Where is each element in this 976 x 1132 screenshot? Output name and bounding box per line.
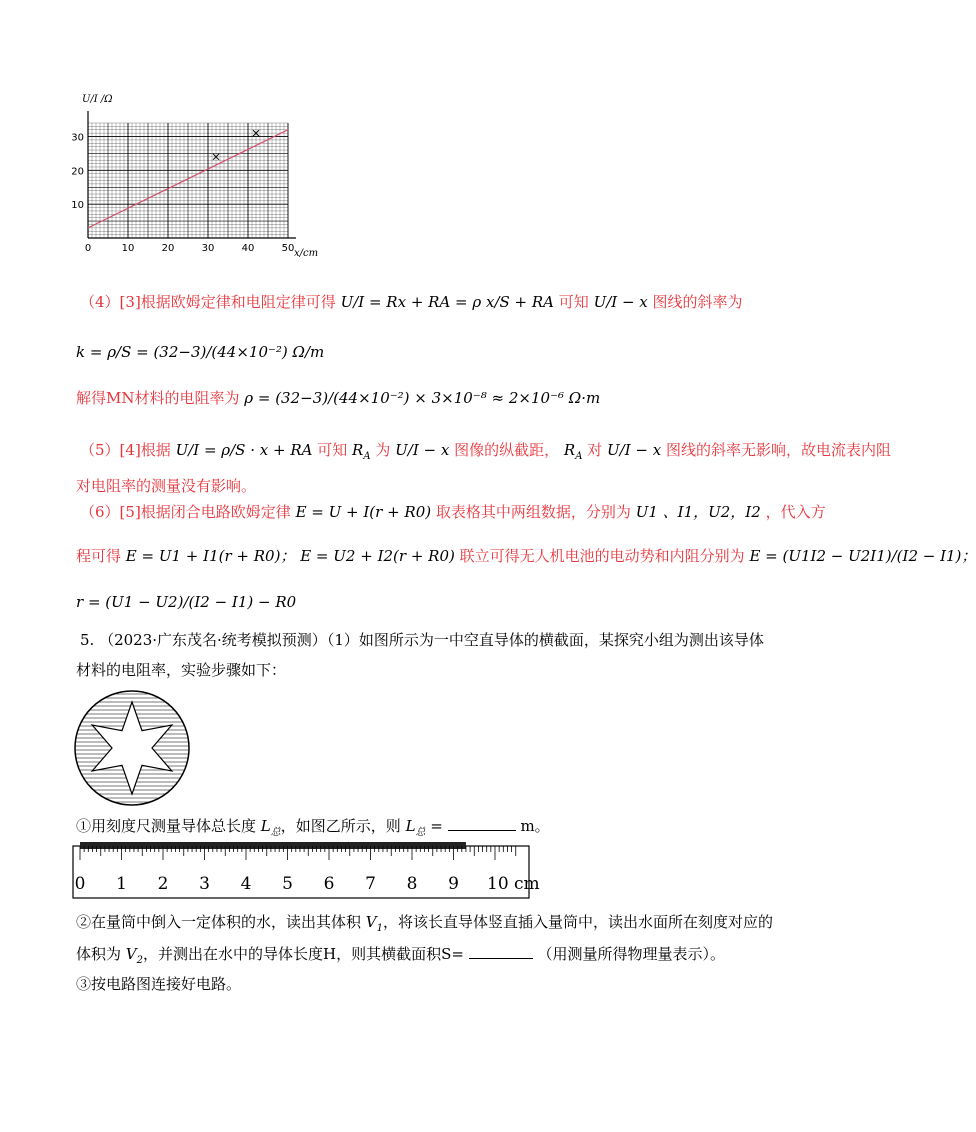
u-over-i-vs-x-graph [60, 90, 320, 275]
graph-grid [88, 123, 288, 238]
area-answer-blank[interactable] [469, 958, 533, 959]
ruler-label: 0 [74, 874, 86, 894]
question-5-line1: 5. （2023·广东茂名·统考模拟预测）（1）如图所示为一中空直导体的横截面，某探究小组为测出该导体 [80, 631, 764, 649]
x-tick-label: 40 [241, 243, 255, 254]
hollow-conductor-cross-section [72, 688, 192, 808]
ruler-label: 2 [157, 874, 169, 894]
ruler-label: 8 [406, 874, 418, 894]
solution-5-line1: （5）[4]根据 U/I = ρ/S · x + RA 可知 $R_A$ 为 U/I − x 图像的纵截距， $R_A$ 对 U/I − x 图线的斜率无影响，故电流表内阻 [80, 441, 891, 462]
x-tick-label: 20 [161, 243, 175, 254]
ruler-label: 10 cm [487, 874, 540, 894]
formula-u-over-i-minus-x: U/I − x [593, 293, 648, 311]
question-5-line2: 材料的电阻率，实验步骤如下： [76, 661, 287, 679]
x-tick-label: 50 [281, 243, 295, 254]
internal-resistance-result: r = (U1 − U2)/(I2 − I1) − R0 [76, 593, 297, 611]
solution-6-line1: （6）[5]根据闭合电路欧姆定律 E = U + I(r + R0) 取表格其中两组数据，分别为 U1 、I1，U2，I2 ，代入方 [80, 503, 826, 521]
y-tick-label: 10 [71, 200, 84, 212]
ruler-label: 1 [116, 874, 127, 894]
length-answer-blank[interactable] [448, 830, 516, 831]
step-1-text: ①用刻度尺测量导体总长度 $L_总$，如图乙所示，则 $L_总 = m$。 [76, 817, 550, 838]
ruler-label: 9 [448, 874, 459, 894]
ruler-label: 4 [240, 874, 252, 894]
formula-ohm-resistivity: U/I = Rx + RA = ρ x/S + RA [340, 293, 554, 311]
y-axis-label: U/I /Ω [82, 94, 113, 105]
ruler [72, 842, 540, 900]
ruler-label: 3 [199, 874, 210, 894]
step-3-text: ③按电路图连接好电路。 [76, 975, 242, 993]
tick-labels [71, 133, 294, 254]
x-tick-label: 30 [201, 243, 215, 254]
y-tick-label: 20 [71, 166, 84, 178]
x-axis-label: x/cm [294, 248, 319, 259]
ruler-label: 5 [282, 874, 293, 894]
x-tick-label: 10 [121, 243, 135, 254]
step-2-line1: ②在量筒中倒入一定体积的水，读出其体积 $V_1$，将该长直导体竖直插入量筒中，读出水面所在刻度对应的 [76, 913, 774, 934]
slope-formula: k = ρ/S = (32−3)/(44×10⁻²) Ω/m [76, 343, 325, 361]
solution-5-line2: 对电阻率的测量没有影响。 [76, 477, 257, 495]
step-2-line2: 体积为 $V_2$，并测出在水中的导体长度H，则其横截面积S= （用测量所得物理量表示）。 [76, 945, 726, 966]
solution-6-line2: 程可得 E = U1 + I1(r + R0)； E = U2 + I2(r + R0) 联立可得无人机电池的电动势和内阻分别为 E = (U1I2 − U2I1)/(I2 − I1)； [76, 547, 976, 565]
resistivity-result: 解得MN材料的电阻率为 ρ = (32−3)/(44×10⁻²) × 3×10⁻⁸ ≈ 2×10⁻⁶ Ω·m [76, 389, 601, 407]
ruler-label: 6 [323, 874, 335, 894]
solution-4-line1: （4）[3]根据欧姆定律和电阻定律可得 U/I = Rx + RA = ρ x/S + RA 可知 U/I − x 图线的斜率为 [80, 293, 743, 311]
y-tick-label: 30 [71, 132, 84, 144]
ruler-label: 7 [365, 874, 376, 894]
x-tick-label: 0 [84, 243, 92, 254]
